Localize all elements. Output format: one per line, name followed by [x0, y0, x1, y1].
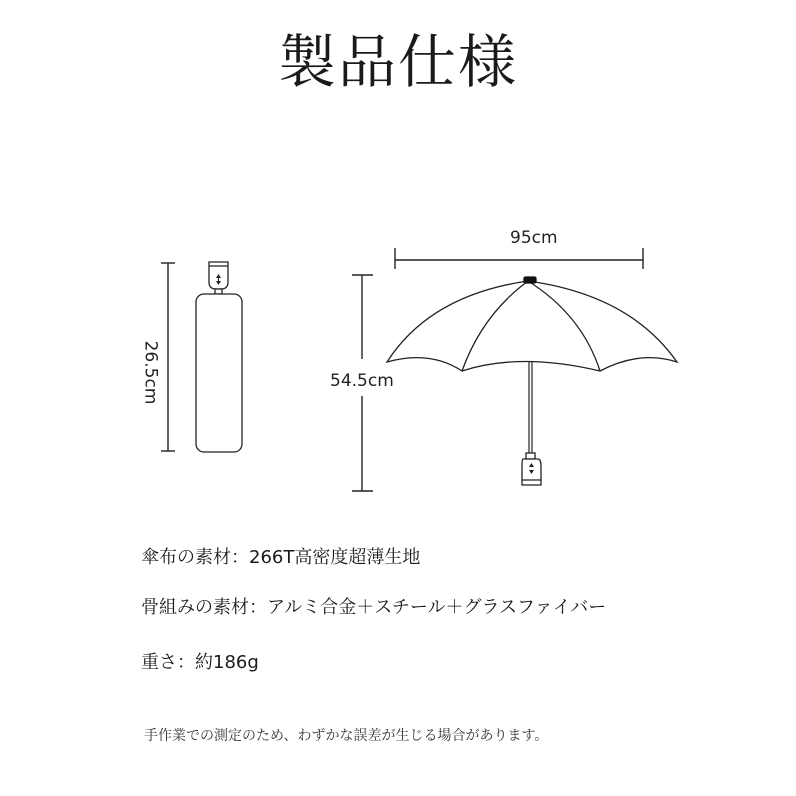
- open-width-dimension-line: [395, 248, 643, 269]
- open-height-label: 54.5cm: [330, 371, 394, 391]
- folded-umbrella-icon: [196, 262, 242, 452]
- spec-frame-material: 骨組みの素材：アルミ合金＋スチール＋グラスファイバー: [141, 597, 607, 618]
- folded-height-label: 26.5cm: [140, 340, 161, 405]
- measurement-note: 手作業での測定のため、わずかな誤差が生じる場合があります。: [144, 728, 549, 744]
- spec-weight: 重さ：約186g: [141, 652, 259, 673]
- folded-height-dimension-line: [161, 263, 175, 451]
- open-umbrella-icon: [387, 277, 677, 485]
- spec-canopy-material: 傘布の素材：266T高密度超薄生地: [141, 547, 421, 568]
- page-title: 製品仕様: [277, 28, 518, 96]
- open-width-label: 95cm: [510, 228, 558, 248]
